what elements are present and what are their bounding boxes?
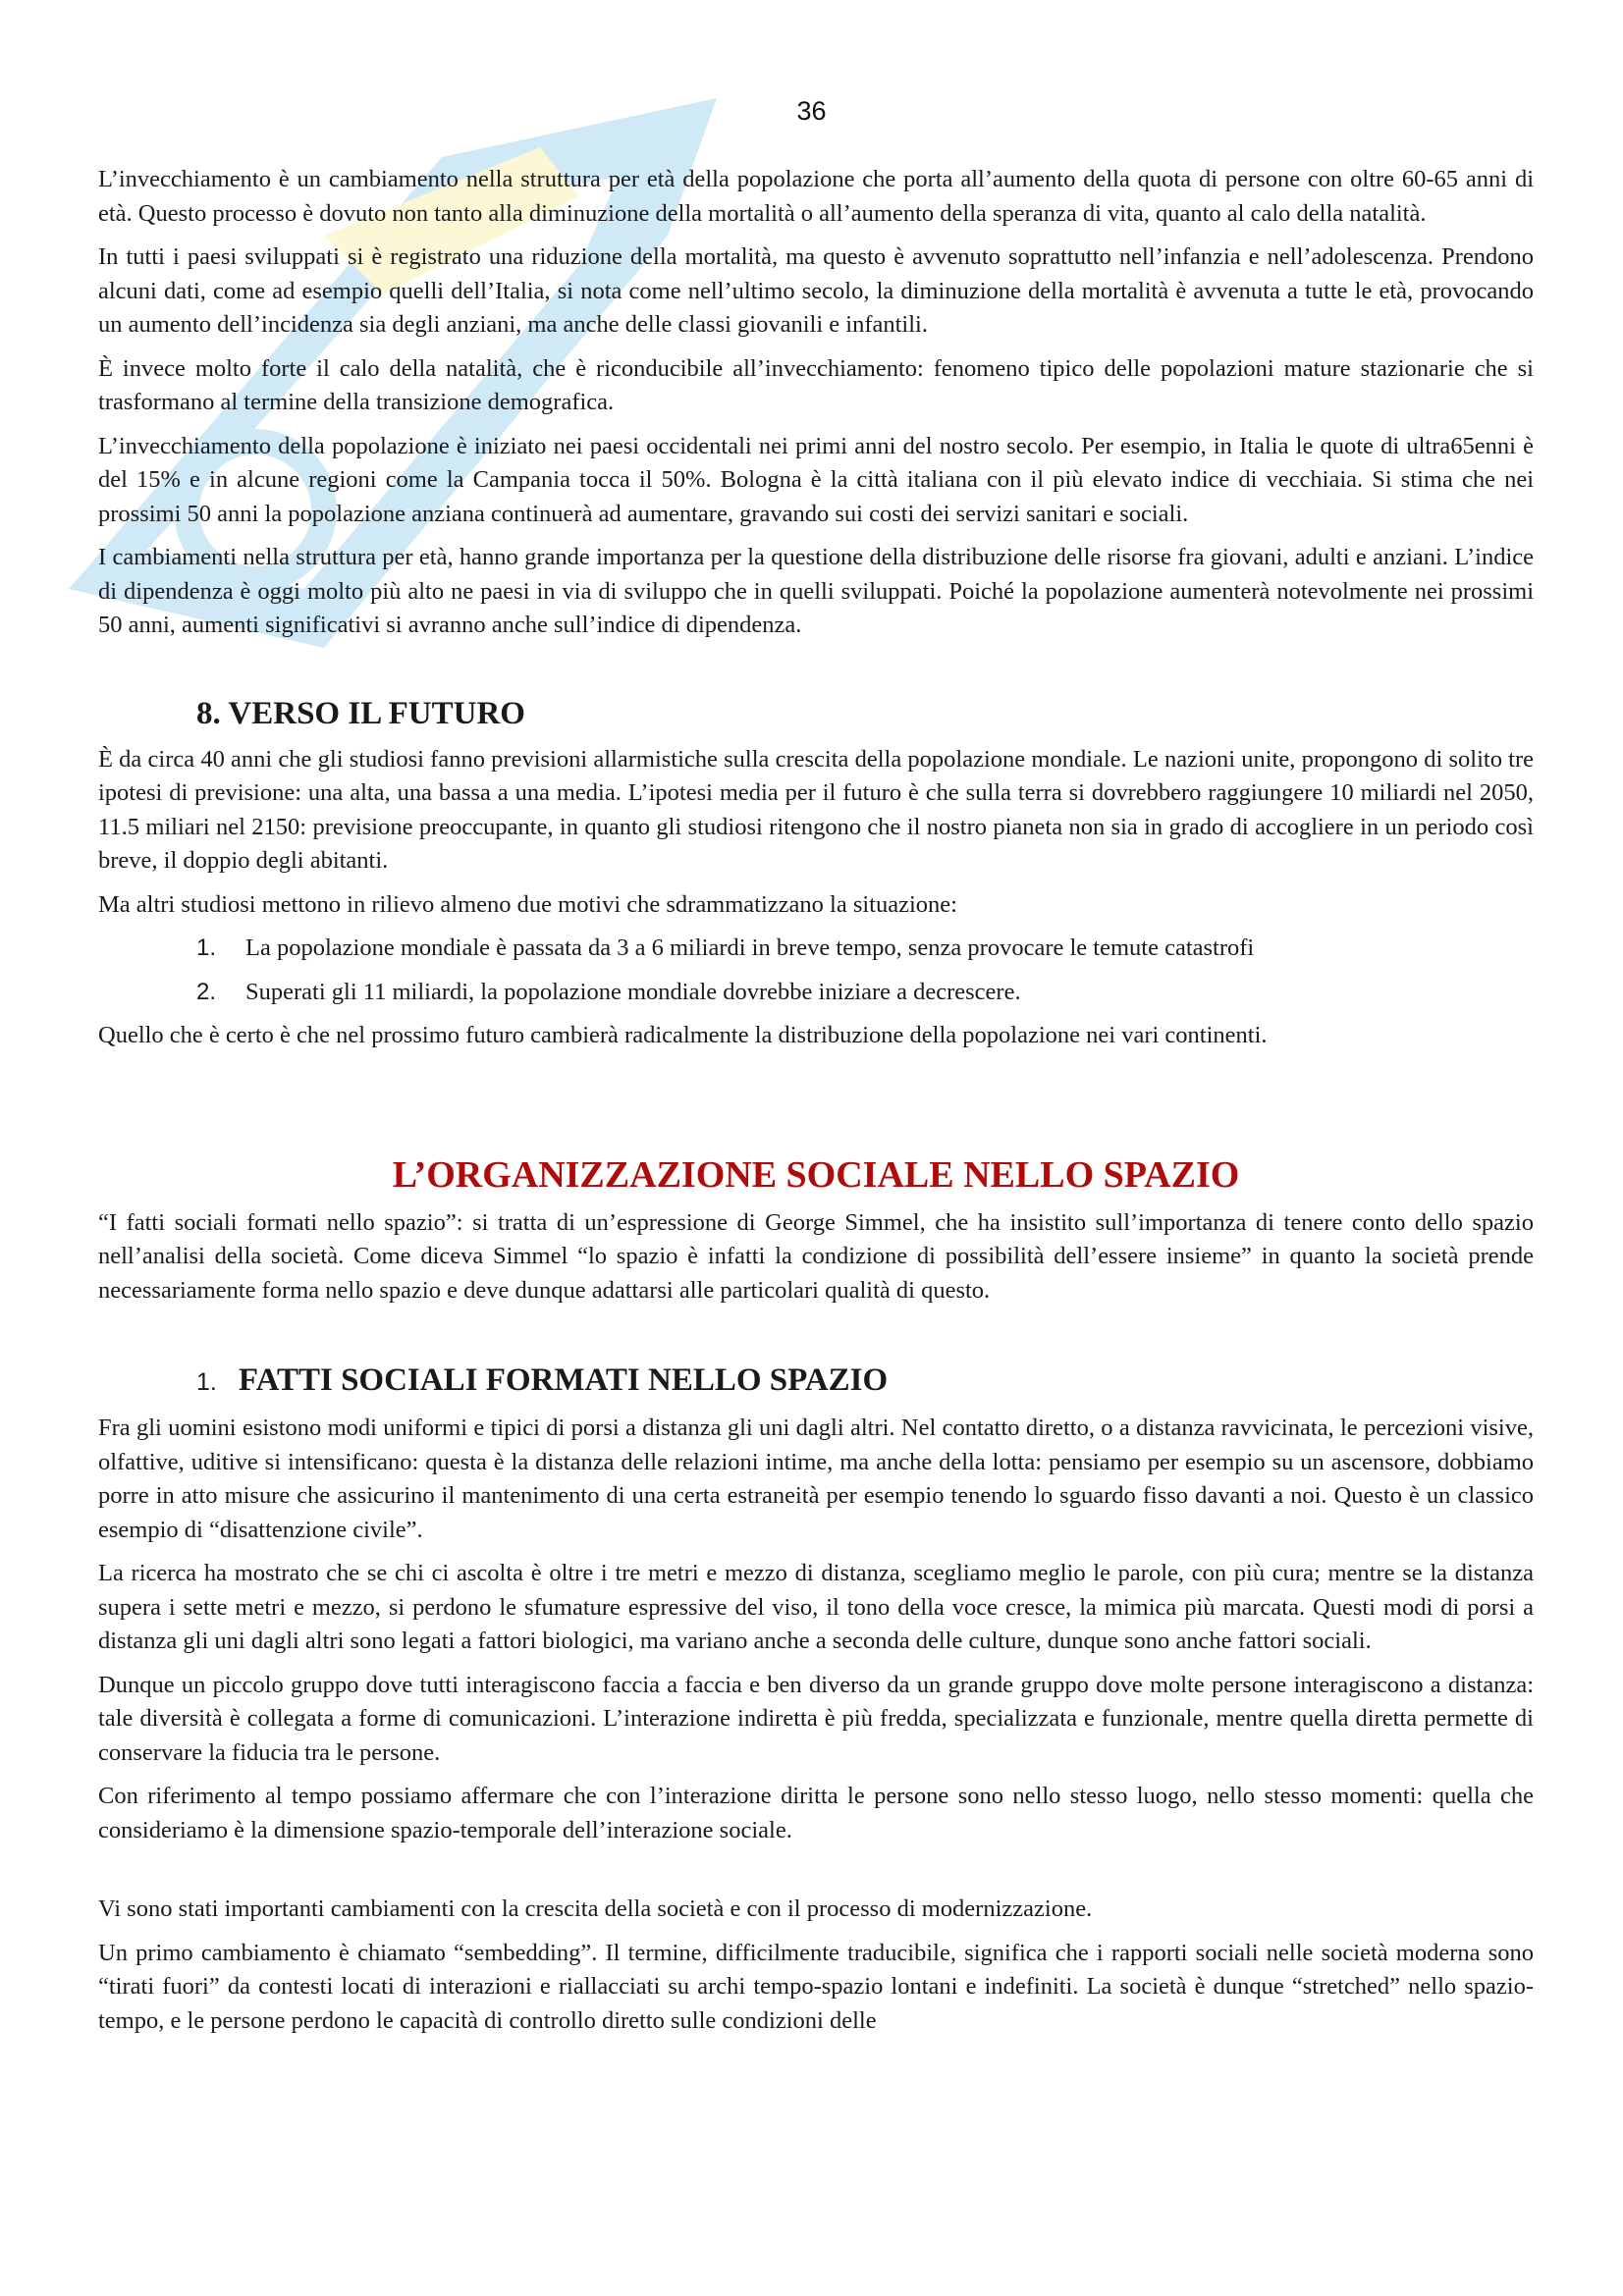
section-heading-future: 8. VERSO IL FUTURO	[196, 695, 525, 731]
section-heading-facts	[196, 1359, 1534, 1404]
numbered-list	[98, 932, 1534, 1009]
paragraph: L’invecchiamento è un cambiamento nella struttura per età della popolazione che porta all’aumento della quota di persone con oltre 60-65 anni di età. Questo processo è dovuto non tanto alla diminuzione della mortalità o all’aumento della speranza di vita, quanto al calo della natalità.	[98, 166, 1534, 227]
paragraph: Ma altri studiosi mettono in rilievo almeno due motivi che sdrammatizzano la situazione:	[98, 890, 957, 918]
document-body	[98, 163, 1534, 2048]
paragraph: Un primo cambiamento è chiamato “sembedding”. Il termine, difficilmente traducibile, significa che i rapporti sociali nelle società moderna sono “tirati fuori” da contesti locati di interazioni e riallacciati su archi tempo-spazio lontani e indefiniti. La società è dunque “stretched” nello spazio-tempo, e le persone perdono le capacità di controllo diretto sulle condizioni delle	[98, 1939, 1534, 2034]
paragraph: È invece molto forte il calo della natalità, che è riconducibile all’invecchiamento: fenomeno tipico delle popolazioni mature stazionarie che si trasformano al termine della transizione demografica.	[98, 354, 1534, 415]
paragraph: Con riferimento al tempo possiamo affermare che con l’interazione diritta le persone sono nello stesso luogo, nello stesso momenti: quella che consideriamo è la dimensione spazio-temporale dell’interazione sociale.	[98, 1783, 1534, 1843]
section-number: 1.	[196, 1368, 217, 1396]
spacer	[98, 1857, 1534, 1893]
list-item-text: Superati gli 11 miliardi, la popolazione mondiale dovrebbe iniziare a decrescere.	[245, 978, 1021, 1005]
page-number: 36	[796, 96, 827, 126]
list-marker: 2.	[196, 978, 217, 1005]
paragraph: Fra gli uomini esistono modi uniformi e tipici di porsi a distanza gli uni dagli altri. Nel contatto diretto, o a distanza ravvicinata, le percezioni visive, olfattive, uditive si intensificano: questa è la distanza delle relazioni intime, ma anche della lotta: pensiamo per esempio su un ascensore, dobbiamo porre in atto misure che assicurino il mantenimento di una certa estraneità per esempio tenendo lo sguardo fisso davanti a noi. Questo è un classico esempio di “disattenzione civile”.	[98, 1415, 1534, 1543]
paragraph: In tutti i paesi sviluppati si è registrato una riduzione della mortalità, ma questo è avvenuto soprattutto nell’infanzia e nell’adolescenza. Prendono alcuni dati, come ad esempio quelli dell’Italia, si nota come nell’ultimo secolo, la diminuzione della mortalità è avvenuta a tutte le età, provocando un aumento dell’incidenza sia degli anziani, ma anche delle classi giovanili e infantili.	[98, 243, 1534, 338]
list-item	[98, 932, 1534, 966]
list-item	[98, 976, 1534, 1010]
list-marker: 1.	[196, 934, 217, 961]
paragraph: L’invecchiamento della popolazione è iniziato nei paesi occidentali nei primi anni del nostro secolo. Per esempio, in Italia le quote di ultra65enni è del 15% e in alcune regioni come la Campania tocca il 50%. Bologna è la città italiana con il più elevato indice di vecchiaia. Si stima che nei prossimi 50 anni la popolazione anziana continuerà ad aumentare, gravando sui costi dei servizi sanitari e sociali.	[98, 432, 1534, 527]
paragraph: Quello che è certo è che nel prossimo futuro cambierà radicalmente la distribuzione della popolazione nei vari continenti.	[98, 1022, 1268, 1048]
paragraph: È da circa 40 anni che gli studiosi fanno previsioni allarmistiche sulla crescita della popolazione mondiale. Le nazioni unite, propongono di solito tre ipotesi di previsione: una alta, una bassa a una media. L’ipotesi media per il futuro è che sulla terra si dovrebbero raggiungere 10 miliardi nel 2050, 11.5 miliari nel 2150: previsione preoccupante, in quanto gli studiosi ritengono che il nostro pianeta non sia in grado di accogliere in un periodo così breve, il doppio degli abitanti.	[98, 745, 1534, 874]
list-item-text: La popolazione mondiale è passata da 3 a 6 miliardi in breve tempo, senza provocare le temute catastrofi	[245, 934, 1255, 961]
section-heading-text: FATTI SOCIALI FORMATI NELLO SPAZIO	[238, 1362, 889, 1398]
paragraph: Dunque un piccolo gruppo dove tutti interagiscono faccia a faccia e ben diverso da un grande gruppo dove molte persone interagiscono a distanza: tale diversità è collegata a forme di comunicazioni. L’interazione indiretta è più fredda, specializzata e funzionale, mentre quella diretta permette di conservare la fiducia tra le persone.	[98, 1671, 1534, 1766]
paragraph: I cambiamenti nella struttura per età, hanno grande importanza per la questione della distribuzione delle risorse fra giovani, adulti e anziani. L’indice di dipendenza è oggi molto più alto ne paesi in via di sviluppo che in quelli sviluppati. Poiché la popolazione aumenterà notevolmente nei prossimi 50 anni, aumenti significativi si avranno anche sull’indice di dipendenza.	[98, 544, 1534, 638]
paragraph: La ricerca ha mostrato che se chi ci ascolta è oltre i tre metri e mezzo di distanza, scegliamo meglio le parole, con più cura; mentre se la distanza supera i sette metri e mezzo, si perdono le sfumature espressive del viso, il tono della voce cresce, la mimica più marcata. Questi modi di porsi a distanza gli uni dagli altri sono legati a fattori biologici, ma variano anche a seconda delle culture, dunque sono anche fattori sociali.	[98, 1560, 1534, 1654]
paragraph: Vi sono stati importanti cambiamenti con la crescita della società e con il processo di modernizzazione.	[98, 1896, 1093, 1922]
paragraph: “I fatti sociali formati nello spazio”: si tratta di un’espressione di George Simmel, che ha insistito sull’importanza di tenere conto dello spazio nell’analisi della società. Come diceva Simmel “lo spazio è infatti la condizione di possibilità dell’essere insieme” in quanto la società prende necessariamente forma nello spazio e deve dunque adattarsi alle particolari qualità di questo.	[98, 1208, 1534, 1304]
chapter-title: L’ORGANIZZAZIONE SOCIALE NELLO SPAZIO	[392, 1153, 1240, 1196]
